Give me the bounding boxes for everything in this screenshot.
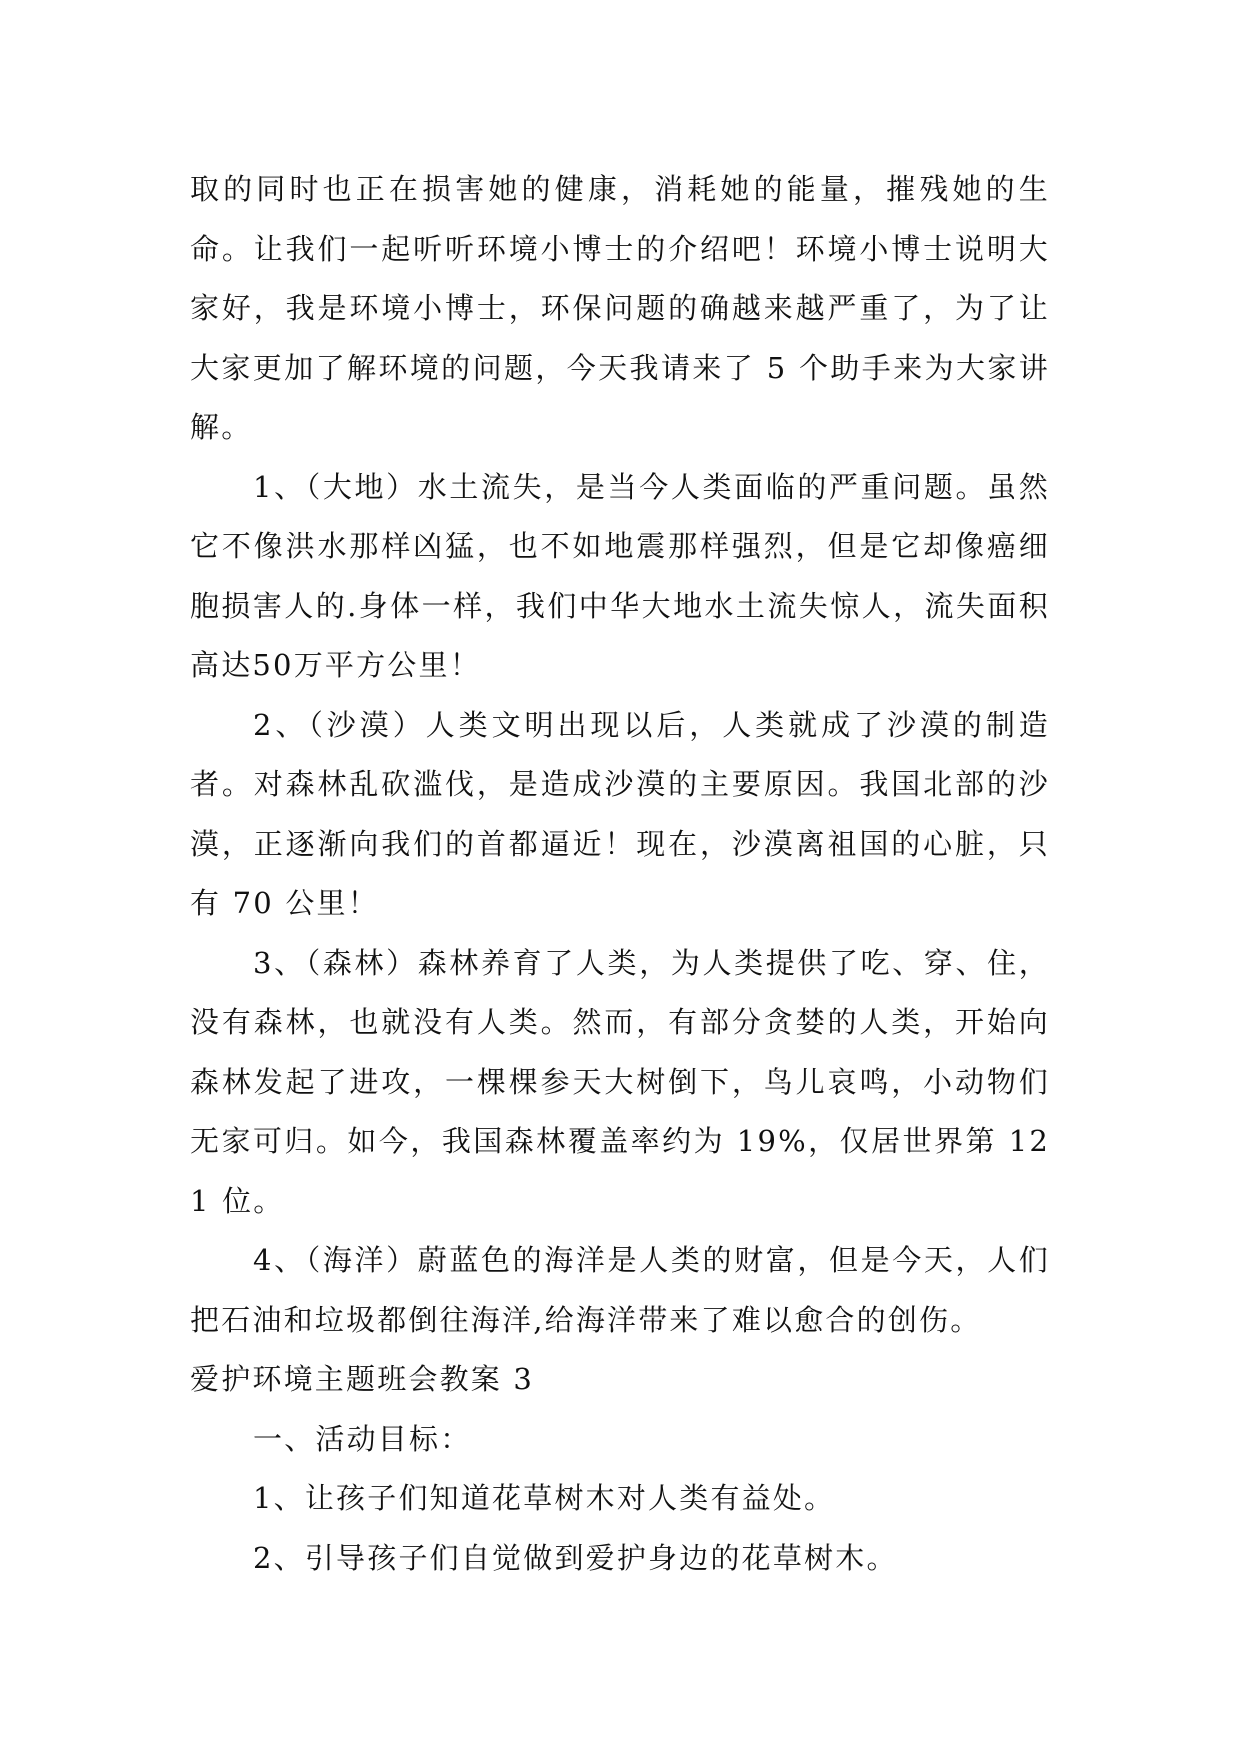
paragraph-intro: 取的同时也正在损害她的健康，消耗她的能量，摧残她的生命。让我们一起听听环境小博士的介绍吧！环境小博士说明大家好，我是环境小博士，环保问题的确越来越严重了，为了让大家更加了解环境的问题，今天我请来了 5 个助手来为大家讲解。 bbox=[190, 172, 1050, 444]
goal-item-2: 2、引导孩子们自觉做到爱护身边的花草树木。 bbox=[253, 1540, 898, 1575]
section-title: 爱护环境主题班会教案 3 bbox=[190, 1362, 535, 1396]
goal-item-1: 1、让孩子们知道花草树木对人类有益处。 bbox=[253, 1481, 836, 1515]
activity-goals-heading: 一、活动目标： bbox=[253, 1421, 472, 1456]
paragraph-desert: 2、（沙漠）人类文明出现以后，人类就成了沙漠的制造者。对森林乱砍滥伐，是造成沙漠的主要原因。我国北部的沙漠，正逐渐向我们的首都逼近！现在，沙漠离祖国的心脏，只有 70 公里！ bbox=[190, 707, 1050, 920]
paragraph-earth: 1、（大地）水土流失，是当今人类面临的严重问题。虽然它不像洪水那样凶猛，也不如地震那样强烈，但是它却像癌细胞损害人的.身体一样，我们中华大地水土流失惊人，流失面积高达50万平方公里！ bbox=[190, 469, 1050, 682]
paragraph-forest: 3、（森林）森林养育了人类，为人类提供了吃、穿、住，没有森林，也就没有人类。然而，有部分贪婪的人类，开始向森林发起了进攻，一棵棵参天大树倒下，鸟儿哀鸣，小动物们无家可归。如今，我国森林覆盖率约为 19%，仅居世界第 121 位。 bbox=[190, 945, 1050, 1218]
paragraph-ocean: 4、（海洋）蔚蓝色的海洋是人类的财富，但是今天，人们把石油和垃圾都倒往海洋,给海洋带来了难以愈合的创伤。 bbox=[190, 1243, 1050, 1337]
document-body bbox=[190, 160, 1050, 1588]
